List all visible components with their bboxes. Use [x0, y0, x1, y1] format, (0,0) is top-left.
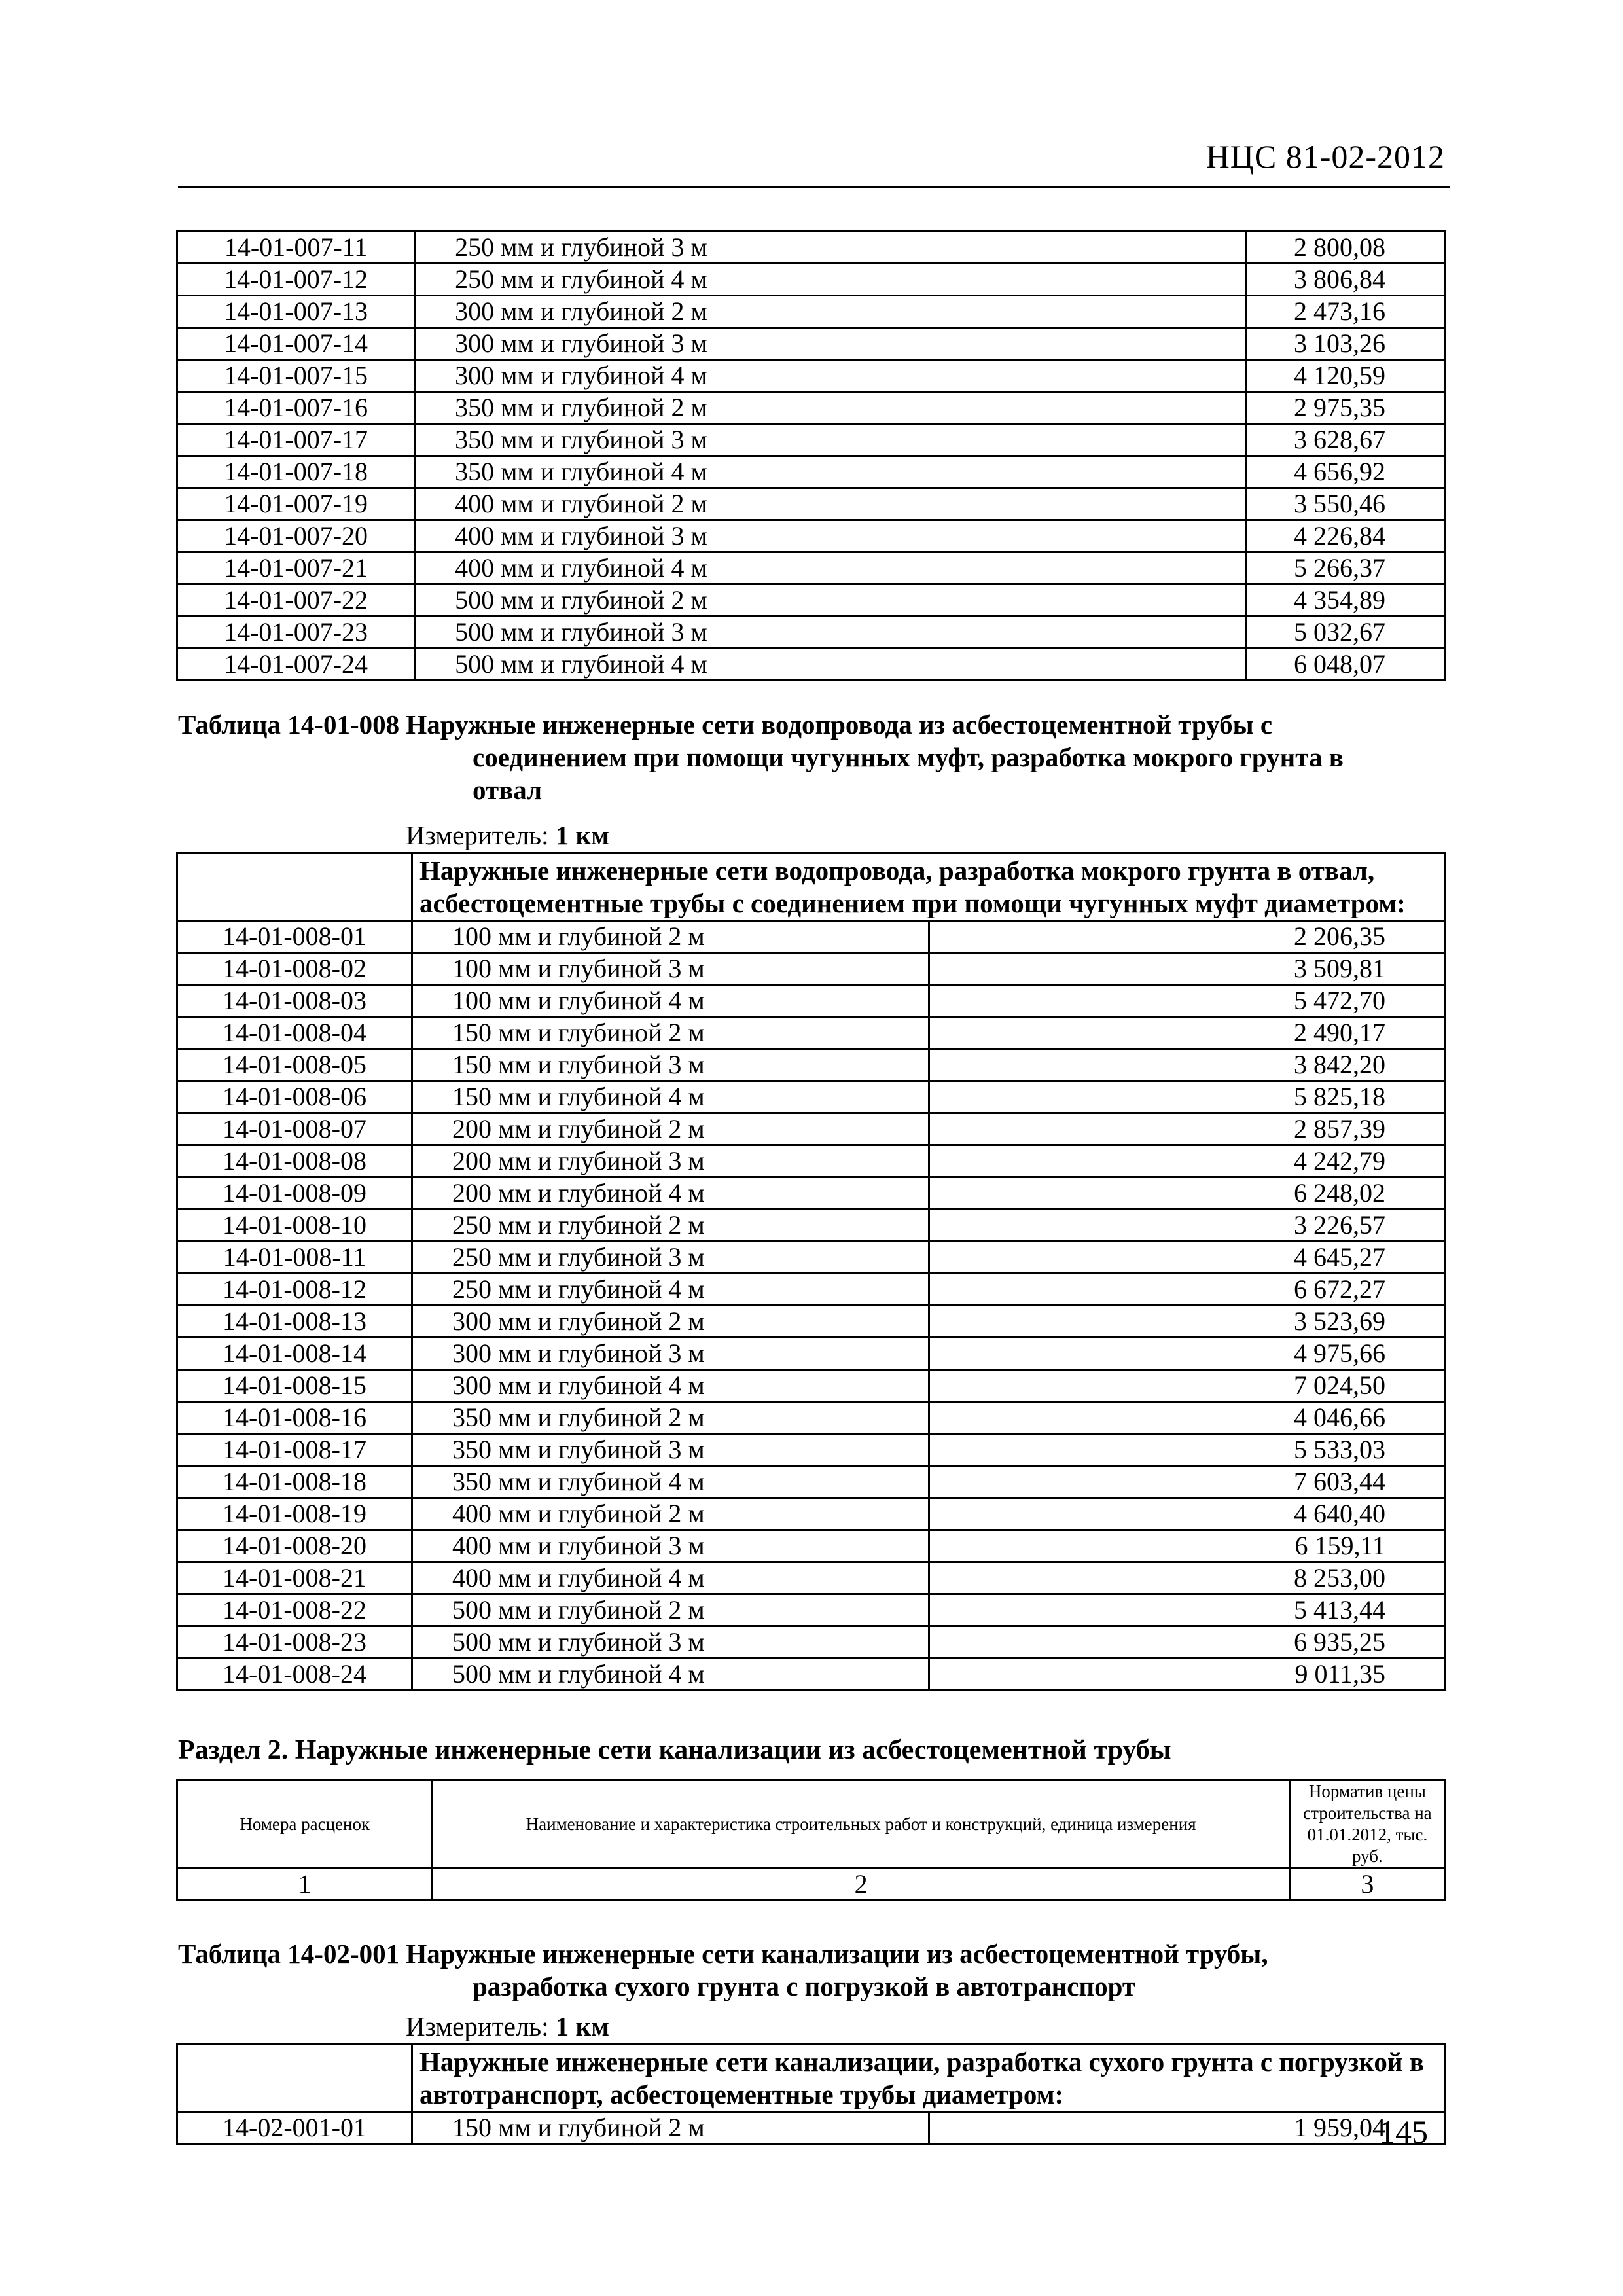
- rate-code: 14-01-008-03: [177, 985, 412, 1017]
- rate-description: 400 мм и глубиной 4 м: [412, 1562, 929, 1594]
- rate-description: 100 мм и глубиной 3 м: [412, 953, 929, 985]
- page-number: 145: [1379, 2113, 1428, 2150]
- rate-price: 4 656,92: [1246, 456, 1445, 488]
- rate-description: 150 мм и глубиной 2 м: [412, 2112, 929, 2144]
- rate-price: 5 032,67: [1246, 617, 1445, 649]
- rate-price: 1 959,04: [929, 2112, 1446, 2144]
- rate-description: 350 мм и глубиной 2 м: [415, 392, 1246, 424]
- rate-code: 14-01-007-11: [177, 232, 415, 264]
- column-header-description: Наименование и характеристика строительных работ и конструкций, единица измерения: [433, 1780, 1289, 1869]
- rate-description: 400 мм и глубиной 2 м: [412, 1498, 929, 1530]
- rate-price: 6 159,11: [929, 1530, 1446, 1562]
- column-header-price: Норматив цены строительства на 01.01.2012, тыс. руб.: [1289, 1780, 1445, 1869]
- table-row: [177, 264, 1446, 296]
- column-header-row: [177, 1780, 1446, 1869]
- rate-price: 8 253,00: [929, 1562, 1446, 1594]
- column-header-code: Номера расценок: [177, 1780, 433, 1869]
- table-row: [177, 1530, 1446, 1562]
- rate-price: 6 048,07: [1246, 649, 1445, 681]
- measure-unit: [406, 2011, 609, 2042]
- rate-price: 4 640,40: [929, 1498, 1446, 1530]
- column-number-row: [177, 1869, 1446, 1901]
- rate-code: 14-01-007-21: [177, 552, 415, 584]
- table-row: [177, 1402, 1446, 1434]
- rate-description: 200 мм и глубиной 3 м: [412, 1145, 929, 1177]
- caption-line: отвал: [473, 775, 543, 805]
- table-row: [177, 649, 1446, 681]
- rate-price: 3 226,57: [929, 1210, 1446, 1242]
- rate-price: 3 550,46: [1246, 488, 1445, 520]
- rate-code: 14-01-008-01: [177, 921, 412, 953]
- price-table-14-01-008: [176, 852, 1446, 1691]
- table-row: [177, 1498, 1446, 1530]
- header-rule: [178, 186, 1450, 188]
- table-row: [177, 1562, 1446, 1594]
- group-header-row: [177, 853, 1446, 921]
- rate-description: 100 мм и глубиной 2 м: [412, 921, 929, 953]
- rate-price: 4 354,89: [1246, 584, 1445, 617]
- table-row: [177, 1659, 1446, 1691]
- rate-description: 300 мм и глубиной 3 м: [415, 328, 1246, 360]
- rate-price: 6 672,27: [929, 1274, 1446, 1306]
- rate-description: 150 мм и глубиной 2 м: [412, 1017, 929, 1049]
- rate-price: 3 523,69: [929, 1306, 1446, 1338]
- rate-code: 14-01-008-11: [177, 1242, 412, 1274]
- caption-line: Таблица 14-02-001 Наружные инженерные сети канализации из асбестоцементной трубы,: [178, 1939, 1268, 1969]
- measure-value: 1 км: [555, 2011, 610, 2041]
- rate-code: 14-01-008-09: [177, 1177, 412, 1210]
- table-row: [177, 392, 1446, 424]
- rate-description: 400 мм и глубиной 2 м: [415, 488, 1246, 520]
- rate-code: 14-01-008-15: [177, 1370, 412, 1402]
- rate-description: 150 мм и глубиной 4 м: [412, 1081, 929, 1113]
- rate-price: 4 645,27: [929, 1242, 1446, 1274]
- table-row: [177, 488, 1446, 520]
- rate-code: 14-01-008-16: [177, 1402, 412, 1434]
- column-number: 3: [1289, 1869, 1445, 1901]
- table-row: [177, 921, 1446, 953]
- rate-price: 4 226,84: [1246, 520, 1445, 552]
- rate-price: 3 509,81: [929, 953, 1446, 985]
- rate-price: 5 825,18: [929, 1081, 1446, 1113]
- rate-code: 14-01-008-17: [177, 1434, 412, 1466]
- rate-description: 250 мм и глубиной 4 м: [412, 1274, 929, 1306]
- price-table-14-01-007: [176, 230, 1446, 681]
- table-row: [177, 520, 1446, 552]
- table-caption-14-02-001: [178, 1937, 1454, 2003]
- table-row: [177, 1626, 1446, 1659]
- rate-price: 2 800,08: [1246, 232, 1445, 264]
- rate-code: 14-01-008-06: [177, 1081, 412, 1113]
- rate-code: 14-01-008-18: [177, 1466, 412, 1498]
- rate-code: 14-01-007-14: [177, 328, 415, 360]
- rate-code: 14-01-008-12: [177, 1274, 412, 1306]
- table-row: [177, 552, 1446, 584]
- rate-code: 14-01-007-15: [177, 360, 415, 392]
- rate-code: 14-01-008-20: [177, 1530, 412, 1562]
- group-header: Наружные инженерные сети водопровода, разработка мокрого грунта в отвал, асбестоцементные трубы с соединением при помощи чугунных муфт диаметром:: [412, 853, 1446, 921]
- rate-price: 2 473,16: [1246, 296, 1445, 328]
- rate-description: 300 мм и глубиной 2 м: [412, 1306, 929, 1338]
- table-row: [177, 360, 1446, 392]
- price-table-14-02-001: [176, 2043, 1446, 2145]
- table-row: [177, 1466, 1446, 1498]
- rate-code: 14-01-008-19: [177, 1498, 412, 1530]
- rate-price: 5 413,44: [929, 1594, 1446, 1626]
- caption-line: разработка сухого грунта с погрузкой в автотранспорт: [473, 1971, 1135, 2001]
- rate-description: 300 мм и глубиной 2 м: [415, 296, 1246, 328]
- rate-code: 14-01-008-02: [177, 953, 412, 985]
- rate-price: 7 603,44: [929, 1466, 1446, 1498]
- table-row: [177, 617, 1446, 649]
- measure-value: 1 км: [555, 820, 610, 850]
- table-row: [177, 1306, 1446, 1338]
- table-row: [177, 1145, 1446, 1177]
- rate-description: 300 мм и глубиной 4 м: [412, 1370, 929, 1402]
- group-header-row: [177, 2045, 1446, 2112]
- rate-price: 5 472,70: [929, 985, 1446, 1017]
- table-row: [177, 584, 1446, 617]
- rate-code: 14-01-007-19: [177, 488, 415, 520]
- rate-code: 14-01-008-07: [177, 1113, 412, 1145]
- column-number: 1: [177, 1869, 433, 1901]
- rate-description: 200 мм и глубиной 4 м: [412, 1177, 929, 1210]
- table-row: [177, 1210, 1446, 1242]
- rate-description: 250 мм и глубиной 4 м: [415, 264, 1246, 296]
- rate-code: 14-01-008-08: [177, 1145, 412, 1177]
- rate-code: 14-01-007-16: [177, 392, 415, 424]
- measure-label: Измеритель:: [406, 2011, 549, 2041]
- rate-price: 5 533,03: [929, 1434, 1446, 1466]
- table-row: [177, 456, 1446, 488]
- table-row: [177, 1081, 1446, 1113]
- table-row: [177, 1370, 1446, 1402]
- rate-code: 14-01-008-21: [177, 1562, 412, 1594]
- rate-code: 14-01-007-20: [177, 520, 415, 552]
- caption-line: соединением при помощи чугунных муфт, разработка мокрого грунта в: [473, 742, 1344, 772]
- rate-price: 3 806,84: [1246, 264, 1445, 296]
- rate-price: 5 266,37: [1246, 552, 1445, 584]
- rate-description: 350 мм и глубиной 2 м: [412, 1402, 929, 1434]
- caption-line: Таблица 14-01-008 Наружные инженерные сети водопровода из асбестоцементной трубы с: [178, 709, 1273, 740]
- rate-description: 250 мм и глубиной 3 м: [412, 1242, 929, 1274]
- section-title: Раздел 2. Наружные инженерные сети канализации из асбестоцементной трубы: [178, 1735, 1171, 1765]
- rate-description: 200 мм и глубиной 2 м: [412, 1113, 929, 1145]
- table-row: [177, 1242, 1446, 1274]
- rate-code: 14-01-008-22: [177, 1594, 412, 1626]
- table-row: [177, 953, 1446, 985]
- rate-description: 500 мм и глубиной 3 м: [412, 1626, 929, 1659]
- rate-code: 14-01-008-04: [177, 1017, 412, 1049]
- rate-price: 2 490,17: [929, 1017, 1446, 1049]
- group-header: Наружные инженерные сети канализации, разработка сухого грунта с погрузкой в автотранспорт, асбестоцементные трубы диаметром:: [412, 2045, 1446, 2112]
- rate-price: 6 248,02: [929, 1177, 1446, 1210]
- rate-price: 3 103,26: [1246, 328, 1445, 360]
- rate-price: 2 975,35: [1246, 392, 1445, 424]
- rate-description: 500 мм и глубиной 2 м: [412, 1594, 929, 1626]
- table-row: [177, 1017, 1446, 1049]
- table-row: [177, 2112, 1446, 2144]
- measure-label: Измеритель:: [406, 820, 549, 850]
- table-row: [177, 1338, 1446, 1370]
- rate-price: 9 011,35: [929, 1659, 1446, 1691]
- rate-code: 14-01-008-13: [177, 1306, 412, 1338]
- rate-description: 400 мм и глубиной 3 м: [412, 1530, 929, 1562]
- rate-code: 14-01-008-24: [177, 1659, 412, 1691]
- rate-code: 14-01-008-23: [177, 1626, 412, 1659]
- rate-description: 400 мм и глубиной 4 м: [415, 552, 1246, 584]
- rate-code: 14-01-007-13: [177, 296, 415, 328]
- rate-description: 350 мм и глубиной 4 м: [412, 1466, 929, 1498]
- table-row: [177, 1049, 1446, 1081]
- rate-price: 2 857,39: [929, 1113, 1446, 1145]
- table-row: [177, 1177, 1446, 1210]
- rate-price: 2 206,35: [929, 921, 1446, 953]
- table-row: [177, 985, 1446, 1017]
- rate-description: 250 мм и глубиной 3 м: [415, 232, 1246, 264]
- empty-cell: [177, 853, 412, 921]
- rate-price: 4 242,79: [929, 1145, 1446, 1177]
- rate-description: 350 мм и глубиной 3 м: [412, 1434, 929, 1466]
- table-row: [177, 1434, 1446, 1466]
- table-row: [177, 424, 1446, 456]
- rate-description: 150 мм и глубиной 3 м: [412, 1049, 929, 1081]
- empty-cell: [177, 2045, 412, 2112]
- table-row: [177, 328, 1446, 360]
- rate-code: 14-01-007-23: [177, 617, 415, 649]
- rate-description: 500 мм и глубиной 4 м: [415, 649, 1246, 681]
- document-code: НЦС 81-02-2012: [1205, 138, 1445, 175]
- rate-description: 300 мм и глубиной 4 м: [415, 360, 1246, 392]
- rate-code: 14-01-007-24: [177, 649, 415, 681]
- table-row: [177, 232, 1446, 264]
- rate-price: 3 842,20: [929, 1049, 1446, 1081]
- rate-price: 4 975,66: [929, 1338, 1446, 1370]
- rate-description: 500 мм и глубиной 4 м: [412, 1659, 929, 1691]
- rate-code: 14-01-007-22: [177, 584, 415, 617]
- rate-description: 500 мм и глубиной 3 м: [415, 617, 1246, 649]
- column-number: 2: [433, 1869, 1289, 1901]
- rate-description: 400 мм и глубиной 3 м: [415, 520, 1246, 552]
- rate-code: 14-01-008-05: [177, 1049, 412, 1081]
- rate-description: 250 мм и глубиной 2 м: [412, 1210, 929, 1242]
- rate-code: 14-01-007-12: [177, 264, 415, 296]
- rate-price: 4 046,66: [929, 1402, 1446, 1434]
- column-header-table: [176, 1779, 1446, 1901]
- rate-code: 14-01-007-17: [177, 424, 415, 456]
- rate-code: 14-02-001-01: [177, 2112, 412, 2144]
- rate-description: 350 мм и глубиной 4 м: [415, 456, 1246, 488]
- rate-price: 3 628,67: [1246, 424, 1445, 456]
- rate-code: 14-01-008-14: [177, 1338, 412, 1370]
- rate-description: 300 мм и глубиной 3 м: [412, 1338, 929, 1370]
- table-row: [177, 1113, 1446, 1145]
- rate-description: 350 мм и глубиной 3 м: [415, 424, 1246, 456]
- rate-price: 6 935,25: [929, 1626, 1446, 1659]
- table-row: [177, 1274, 1446, 1306]
- measure-unit: [406, 819, 609, 851]
- table-caption-14-01-008: [178, 708, 1454, 806]
- rate-code: 14-01-008-10: [177, 1210, 412, 1242]
- rate-price: 4 120,59: [1246, 360, 1445, 392]
- rate-description: 100 мм и глубиной 4 м: [412, 985, 929, 1017]
- table-row: [177, 296, 1446, 328]
- rate-price: 7 024,50: [929, 1370, 1446, 1402]
- rate-code: 14-01-007-18: [177, 456, 415, 488]
- table-row: [177, 1594, 1446, 1626]
- rate-description: 500 мм и глубиной 2 м: [415, 584, 1246, 617]
